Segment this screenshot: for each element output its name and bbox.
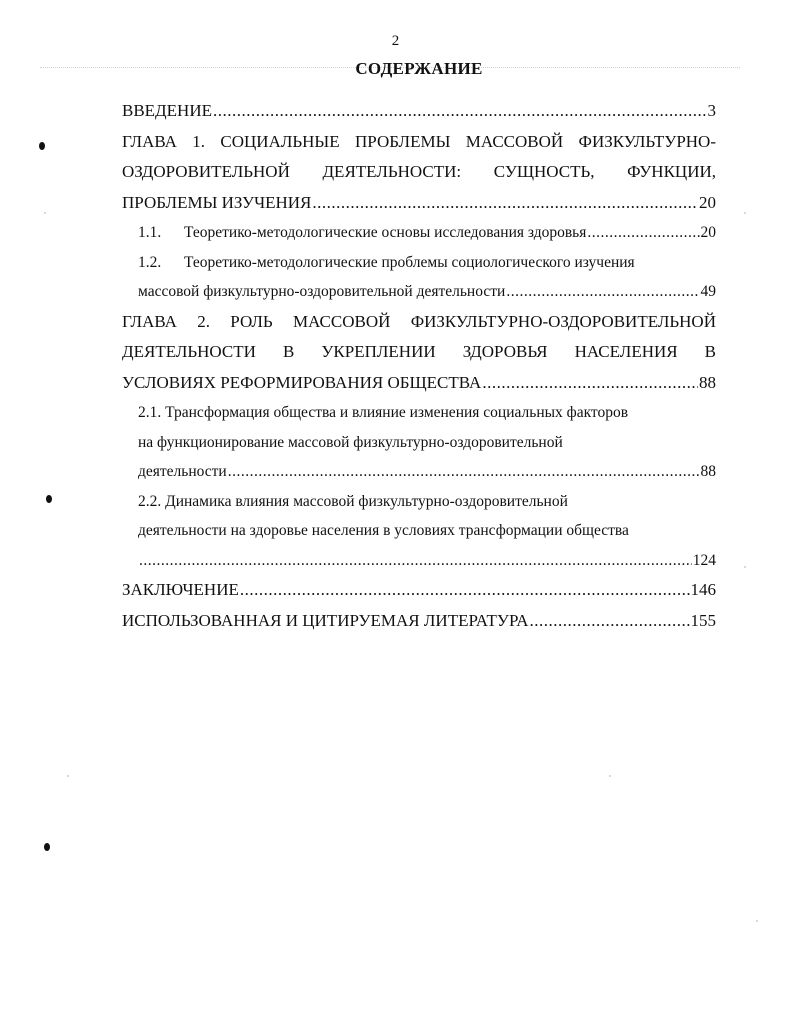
dot-leader [139, 546, 692, 576]
scan-speck [609, 775, 611, 777]
section-number: 1.1. [138, 224, 162, 241]
toc-page-number: 155 [690, 610, 716, 630]
dot-leader [240, 575, 690, 606]
toc-entry-label: ЗАКЛЮЧЕНИЕ [122, 580, 239, 599]
dot-leader [482, 368, 698, 399]
toc-entry-label: деятельности на здоровье населения в условиях трансформации общества [138, 522, 629, 539]
toc-entry-label: ВВЕДЕНИЕ [122, 101, 212, 120]
toc-page-number: 20 [699, 192, 716, 212]
dot-leader [530, 606, 690, 637]
toc-entry-label: 2.2. Динамика влияния массовой физкультурно-оздоровительной [138, 492, 568, 510]
toc-page-number: 49 [700, 283, 716, 300]
toc-entry-chapter2[interactable] [122, 307, 716, 399]
section-number: 1.2. [138, 253, 162, 271]
dot-leader [213, 96, 707, 127]
toc-entry-label: 2.1. Трансформация общества и влияние изменения социальных факторов [138, 404, 629, 421]
toc-entry-section-2-1[interactable] [138, 398, 716, 487]
toc-page-number: 88 [700, 463, 716, 480]
dot-leader [587, 218, 699, 248]
toc-entry-literature[interactable] [122, 606, 716, 637]
table-of-contents [122, 96, 716, 636]
binding-hole-mark [46, 495, 52, 503]
toc-page-number: 88 [699, 372, 716, 392]
scan-speck [744, 212, 746, 214]
scan-speck [744, 566, 746, 568]
toc-entry-conclusion[interactable] [122, 575, 716, 606]
toc-page-number: 124 [692, 551, 716, 569]
dot-leader [312, 188, 698, 219]
binding-hole-mark [39, 142, 45, 150]
toc-entry-label: ПРОБЛЕМЫ ИЗУЧЕНИЯ [122, 192, 312, 212]
toc-entry-label: ГЛАВА 1. СОЦИАЛЬНЫЕ ПРОБЛЕМЫ МАССОВОЙ ФИЗКУЛЬТУРНО- [122, 131, 716, 151]
dot-leader [506, 277, 699, 307]
toc-page-number: 3 [707, 101, 716, 120]
toc-entry-label: массовой физкультурно-оздоровительной деятельности [138, 283, 506, 300]
dot-leader [228, 457, 700, 487]
toc-entry-intro[interactable] [122, 96, 716, 127]
scan-speck [67, 775, 69, 777]
scan-speck [44, 212, 46, 214]
page-title: СОДЕРЖАНИЕ [355, 59, 483, 78]
toc-entry-section-1-2[interactable] [138, 248, 716, 307]
scan-speck [756, 920, 758, 922]
toc-page-number: 146 [690, 580, 716, 599]
toc-entry-label: Теоретико-методологические основы исследования здоровья [184, 224, 587, 241]
toc-entry-section-2-2[interactable] [138, 487, 716, 576]
toc-entry-label: Теоретико-методологические проблемы социологического изучения [184, 253, 635, 271]
toc-entry-section-1-1[interactable] [138, 218, 716, 248]
toc-entry-label: ДЕЯТЕЛЬНОСТИ В УКРЕПЛЕНИИ ЗДОРОВЬЯ НАСЕЛЕНИЯ В [122, 342, 716, 361]
toc-entry-label: на функционирование массовой физкультурно-оздоровительной [138, 433, 563, 451]
toc-entry-label: ИСПОЛЬЗОВАННАЯ И ЦИТИРУЕМАЯ ЛИТЕРАТУРА [122, 610, 529, 630]
toc-entry-chapter1[interactable] [122, 127, 716, 219]
toc-entry-label: ГЛАВА 2. РОЛЬ МАССОВОЙ ФИЗКУЛЬТУРНО-ОЗДОРОВИТЕЛЬНОЙ [122, 311, 716, 331]
binding-hole-mark [44, 843, 50, 851]
toc-entry-label: УСЛОВИЯХ РЕФОРМИРОВАНИЯ ОБЩЕСТВА [122, 372, 482, 392]
toc-page-number: 20 [700, 224, 716, 241]
page-number: 2 [391, 33, 400, 49]
toc-entry-label: ОЗДОРОВИТЕЛЬНОЙ ДЕЯТЕЛЬНОСТИ: СУЩНОСТЬ, ФУНКЦИИ, [122, 162, 716, 181]
toc-entry-label: деятельности [138, 463, 227, 480]
